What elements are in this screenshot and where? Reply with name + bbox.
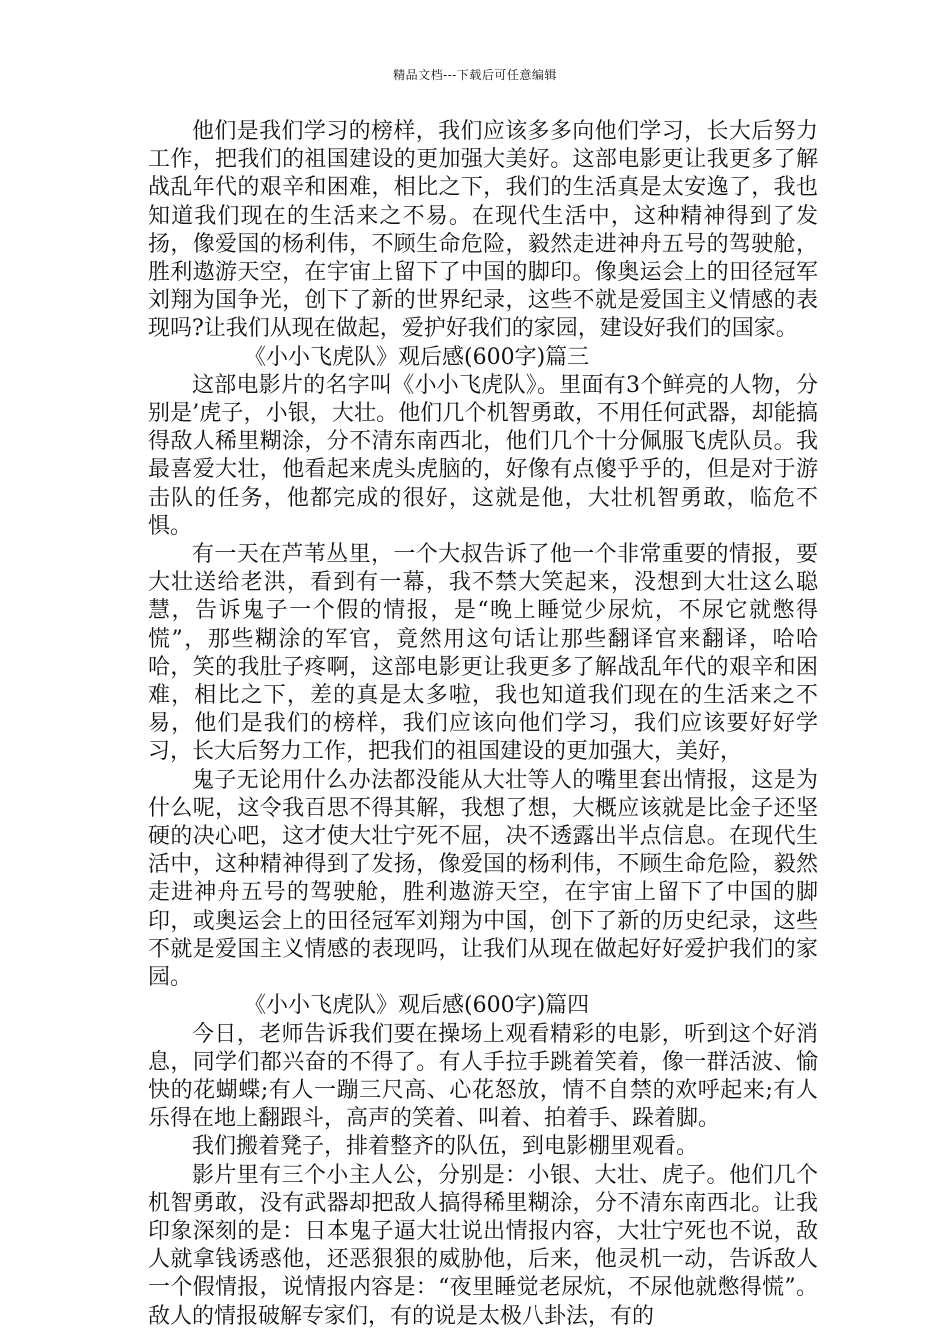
document-body [148, 118, 818, 1331]
paragraph: 我们搬着凳子，排着整齐的队伍，到电影棚里观看。 [192, 1134, 699, 1160]
section-heading: 《小小飞虎队》观后感(600字)篇四 [244, 993, 590, 1019]
paragraph: 有一天在芦苇丛里，一个大叔告诉了他一个非常重要的情报，要大壮送给老洪，看到有一幕，我不禁大笑起来，没想到大壮这么聪慧，告诉鬼子一个假的情报，是“晚上睡觉少尿炕，不尿它就憋得慌”，那些糊涂的军官，竟然用这句话让那些翻译官来翻译，哈哈哈，笑的我肚子疼啊，这部电影更让我更多了解战乱年代的艰辛和困难，相比之下，差的真是太多啦，我也知道我们现在的生活来之不易，他们是我们的榜样，我们应该向他们学习，我们应该要好好学习，长大后努力工作，把我们的祖国建设的更加强大，美好， [148, 542, 818, 765]
paragraph: 影片里有三个小主人公，分别是：小银、大壮、虎子。他们几个机智勇敢，没有武器却把敌人搞得稀里糊涂，分不清东南西北。让我印象深刻的是：日本鬼子逼大壮说出情报内容，大壮宁死也不说，敌人就拿钱诱惑他，还恶狠狠的威胁他，后来，他灵机一动，告诉敌人一个假情报，说情报内容是：“夜里睡觉老尿炕，不尿他就憋得慌”。敌人的情报破解专家们，有的说是太极八卦法，有的 [148, 1162, 818, 1329]
paragraph: 今日，老师告诉我们要在操场上观看精彩的电影，听到这个好消息，同学们都兴奋的不得了。有人手拉手跳着笑着，像一群活波、愉快的花蝴蝶;有人一蹦三尺高、心花怒放，情不自禁的欢呼起来;有人乐得在地上翻跟斗，高声的笑着、叫着、拍着手、跺着脚。 [148, 1021, 818, 1132]
paragraph: 鬼子无论用什么办法都没能从大壮等人的嘴里套出情报，这是为什么呢，这令我百思不得其解，我想了想，大概应该就是比金子还坚硬的决心吧，这才使大壮宁死不屈，决不透露出半点信息。在现代生活中，这种精神得到了发扬，像爱国的杨利伟，不顾生命危险，毅然走进神舟五号的驾驶舱，胜利遨游天空，在宇宙上留下了中国的脚印，或奥运会上的田径冠军刘翔为中国，创下了新的历史纪录，这些不就是爱国主义情感的表现吗，让我们从现在做起好好爱护我们的家园。 [148, 767, 818, 991]
paragraph: 他们是我们学习的榜样，我们应该多多向他们学习，长大后努力工作，把我们的祖国建设的更加强大美好。这部电影更让我更多了解战乱年代的艰辛和困难，相比之下，我们的生活真是太安逸了，我也知道我们现在的生活来之不易。在现代生活中，这种精神得到了发扬，像爱国的杨利伟，不顾生命危险，毅然走进神舟五号的驾驶舱，胜利遨游天空，在宇宙上留下了中国的脚印。像奥运会上的田径冠军刘翔为国争光，创下了新的世界纪录，这些不就是爱国主义情感的表现吗?让我们从现在做起，爱护好我们的家园，建设好我们的国家。 [148, 119, 818, 342]
paragraph: 这部电影片的名字叫《小小飞虎队》。里面有3个鲜亮的人物，分别是’虎子，小银，大壮。他们几个机智勇敢，不用任何武器，却能搞得敌人稀里糊涂，分不清东南西北，他们几个十分佩服飞虎队员。我最喜爱大壮，他看起来虎头虎脑的，好像有点傻乎乎的，但是对于游击队的任务，他都完成的很好，这就是他，大壮机智勇敢，临危不惧。 [148, 372, 818, 539]
section-heading: 《小小飞虎队》观后感(600字)篇三 [244, 344, 590, 370]
page-header: 精品文档---下载后可任意编辑 [393, 68, 557, 82]
